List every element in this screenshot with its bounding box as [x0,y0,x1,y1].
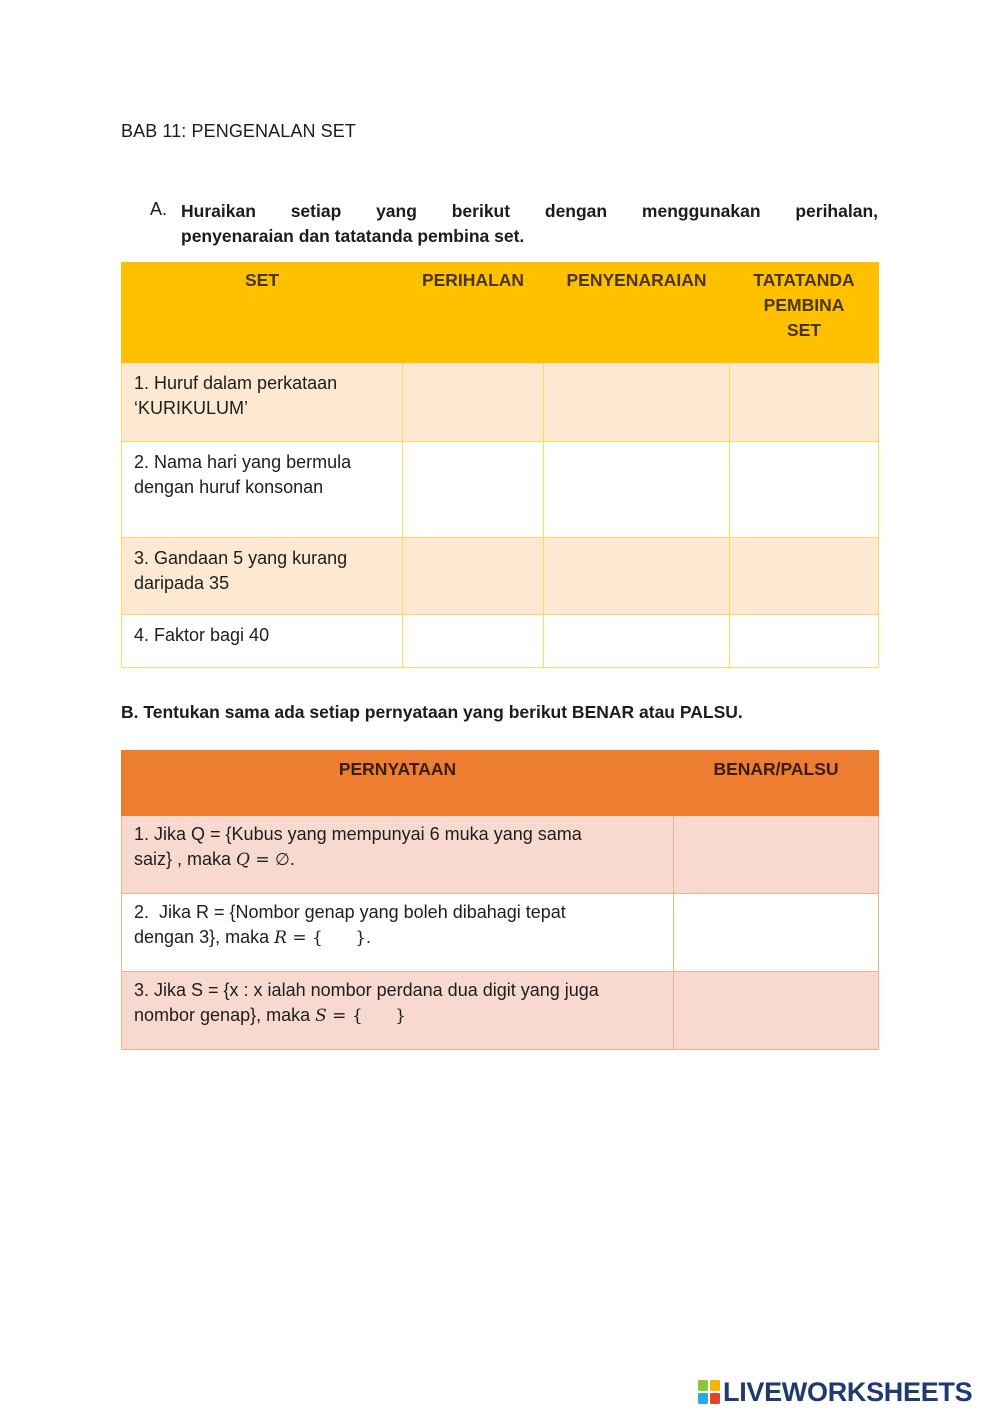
set-cell [122,363,403,442]
statement-line: 3. Jika S = {x : x ialah nombor perdana dua digit yang juga [134,980,599,1000]
logo-square [710,1393,720,1404]
set-text-line: 4. Faktor bagi 40 [134,625,270,645]
statement-text: nombor genap}, maka [134,1005,316,1025]
math-variable: Q [236,850,250,870]
table-row [122,538,879,615]
set-cell [122,442,403,538]
statement-cell [122,894,674,972]
header-tatatanda-line1: TATATANDA [753,270,855,290]
set-description-table [121,262,879,668]
set-text-line: 1. Huruf dalam perkataan [134,373,338,393]
liveworksheets-logo[interactable] [697,1376,972,1408]
answer-cell-tatatanda[interactable] [730,442,879,538]
answer-cell-benar-palsu[interactable] [674,816,879,894]
statement-text: dengan 3}, maka [134,927,275,947]
header-penyenaraian: PENYENARAIAN [544,263,730,363]
set-cell [122,538,403,615]
header-tatatanda-line3: SET [786,320,822,340]
answer-cell-penyenaraian[interactable] [544,442,730,538]
math-expression: = ∅ [249,850,290,870]
answer-cell-benar-palsu[interactable] [674,972,879,1050]
set-text-line: 2. Nama hari yang bermula [134,452,352,472]
math-variable: R [274,928,287,948]
set-cell [122,615,403,668]
section-a-instruction-line1: Huraikan setiap yang berikut dengan menggunakan perihalan, [181,201,878,221]
answer-cell-tatatanda[interactable] [730,538,879,615]
answer-cell-tatatanda[interactable] [730,615,879,668]
answer-cell-penyenaraian[interactable] [544,538,730,615]
section-b-instruction: B. Tentukan sama ada setiap pernyataan yang berikut BENAR atau PALSU. [121,702,743,722]
section-a-marker: A. [150,199,168,219]
liveworksheets-logo-icon [697,1378,721,1406]
table-row [122,363,879,442]
table-row [122,615,879,668]
answer-cell-perihalan[interactable] [403,442,544,538]
table-header-row [122,751,879,816]
statement-line [134,1003,661,1029]
statement-text: saiz} , maka [134,849,237,869]
table-header-row [122,263,879,363]
section-a-instruction-line2: penyenaraian dan tatatanda pembina set. [181,226,525,246]
answer-cell-tatatanda[interactable] [730,363,879,442]
statement-tail: . [289,849,295,869]
answer-cell-perihalan[interactable] [403,363,544,442]
answer-cell-perihalan[interactable] [403,615,544,668]
logo-square [698,1393,708,1404]
worksheet-title: BAB 11: PENGENALAN SET [121,121,356,141]
answer-cell-penyenaraian[interactable] [544,615,730,668]
table-row [122,894,879,972]
header-set: SET [122,263,403,363]
set-text-line: dengan huruf konsonan [134,477,324,497]
logo-text: LIVEWORKSHEETS [723,1377,973,1407]
set-text-line: ‘KURIKULUM’ [134,398,249,418]
header-tatatanda-line2: PEMBINA [763,295,845,315]
statement-cell [122,972,674,1050]
math-variable: S [315,1006,327,1026]
section-a-instruction [181,199,878,249]
statement-line [134,925,661,951]
math-expression: = { } [286,928,367,948]
table-row [122,816,879,894]
answer-cell-benar-palsu[interactable] [674,894,879,972]
header-tatatanda-pembina-set [730,263,879,363]
table-row [122,442,879,538]
set-text-line: 3. Gandaan 5 yang kurang [134,548,348,568]
logo-square [698,1380,708,1391]
answer-cell-penyenaraian[interactable] [544,363,730,442]
statement-tail: . [366,927,372,947]
answer-cell-perihalan[interactable] [403,538,544,615]
table-row [122,972,879,1050]
header-perihalan: PERIHALAN [403,263,544,363]
set-text-line: daripada 35 [134,573,230,593]
statement-cell [122,816,674,894]
header-pernyataan: PERNYATAAN [122,751,674,816]
statement-line: 1. Jika Q = {Kubus yang mempunyai 6 muka yang sama [134,824,582,844]
header-benar-palsu: BENAR/PALSU [674,751,879,816]
math-expression: = { } [326,1006,406,1026]
statement-line [134,847,661,873]
true-false-table [121,750,879,1050]
statement-line: 2. Jika R = {Nombor genap yang boleh dibahagi tepat [134,902,566,922]
logo-square [710,1380,720,1391]
